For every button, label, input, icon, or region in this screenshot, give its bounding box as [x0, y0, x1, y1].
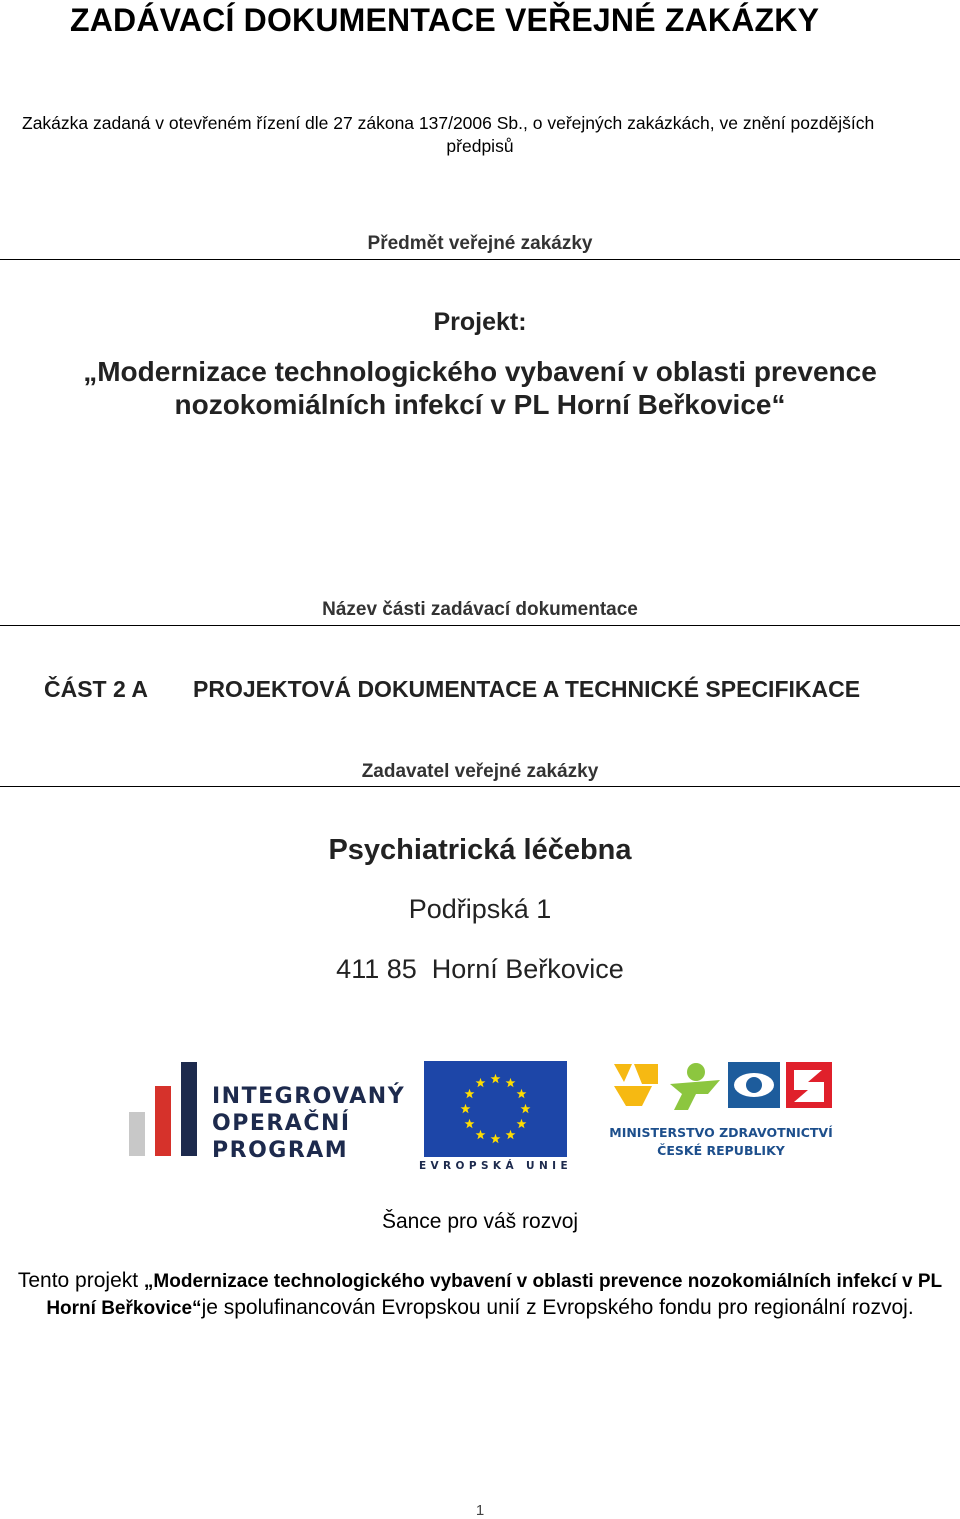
eu-star-icon [506, 1078, 516, 1087]
eu-star-icon [506, 1130, 516, 1139]
funding-prefix: Tento projekt [17, 1269, 144, 1292]
authority-city: 411 85 Horní Beřkovice [336, 954, 624, 984]
mz-line-1: MINISTERSTVO ZDRAVOTNICTVÍ [609, 1125, 833, 1140]
intro-line-1: Zakázka zadaná v otevřeném řízení dle 27 zákona 137/2006 Sb., o veřejných zakázkách, ve znění pozdějších [22, 113, 875, 133]
eu-star-icon [491, 1074, 501, 1083]
iop-line-3: PROGRAM [212, 1138, 349, 1163]
eu-stars [424, 1061, 567, 1157]
ministry-logo-text [608, 1124, 834, 1160]
divider [0, 625, 960, 626]
eu-star-icon [465, 1089, 475, 1098]
eu-star-icon [465, 1119, 475, 1128]
iop-logo-text [212, 1083, 405, 1164]
intro-line-2: předpisů [446, 136, 514, 156]
document-part-label: Název části zadávací dokumentace [322, 599, 638, 620]
part-code: ČÁST 2 A [44, 676, 148, 702]
iop-line-2: OPERAČNÍ [212, 1111, 351, 1136]
eu-star-icon [461, 1104, 471, 1113]
funding-project-name: „Modernizace technologického vybavení v oblasti prevence nozokomiálních infekcí v PL Horní Beřkovice“ [46, 1271, 943, 1319]
mz-line-2: ČESKÉ REPUBLIKY [657, 1143, 785, 1158]
eu-flag-icon [424, 1061, 567, 1157]
eu-star-icon [476, 1130, 486, 1139]
ministry-of-health-logo-icon [612, 1060, 834, 1126]
project-name [0, 355, 960, 421]
authority-name: Psychiatrická léčebna [328, 834, 632, 866]
authority-street: Podřipská 1 [408, 894, 552, 924]
funding-statement [0, 1268, 960, 1322]
document-title: ZADÁVACÍ DOKUMENTACE VEŘEJNÉ ZAKÁZKY [70, 2, 820, 38]
slogan: Šance pro váš rozvoj [381, 1210, 579, 1233]
page-number: 1 [475, 1502, 485, 1519]
intro-text [0, 112, 960, 158]
eu-star-icon [491, 1134, 501, 1143]
funding-suffix: je spolufinancován Evropskou unií z Evropského fondu pro regionální rozvoj. [201, 1296, 914, 1319]
eu-logo-text: EVROPSKÁ UNIE [418, 1160, 573, 1172]
project-label: Projekt: [433, 308, 527, 336]
eu-star-icon [521, 1104, 531, 1113]
part-title: PROJEKTOVÁ DOKUMENTACE A TECHNICKÉ SPECIFIKACE [193, 676, 861, 702]
subject-label: Předmět veřejné zakázky [367, 233, 593, 254]
project-name-line-1: „Modernizace technologického vybavení v oblasti prevence [83, 356, 877, 387]
iop-line-1: INTEGROVANÝ [212, 1084, 406, 1109]
divider [0, 259, 960, 260]
eu-star-icon [517, 1089, 527, 1098]
authority-label: Zadavatel veřejné zakázky [361, 761, 599, 782]
divider [0, 786, 960, 787]
project-name-line-2: nozokomiálních infekcí v PL Horní Beřkovice“ [174, 389, 786, 420]
eu-star-icon [517, 1119, 527, 1128]
eu-star-icon [476, 1078, 486, 1087]
